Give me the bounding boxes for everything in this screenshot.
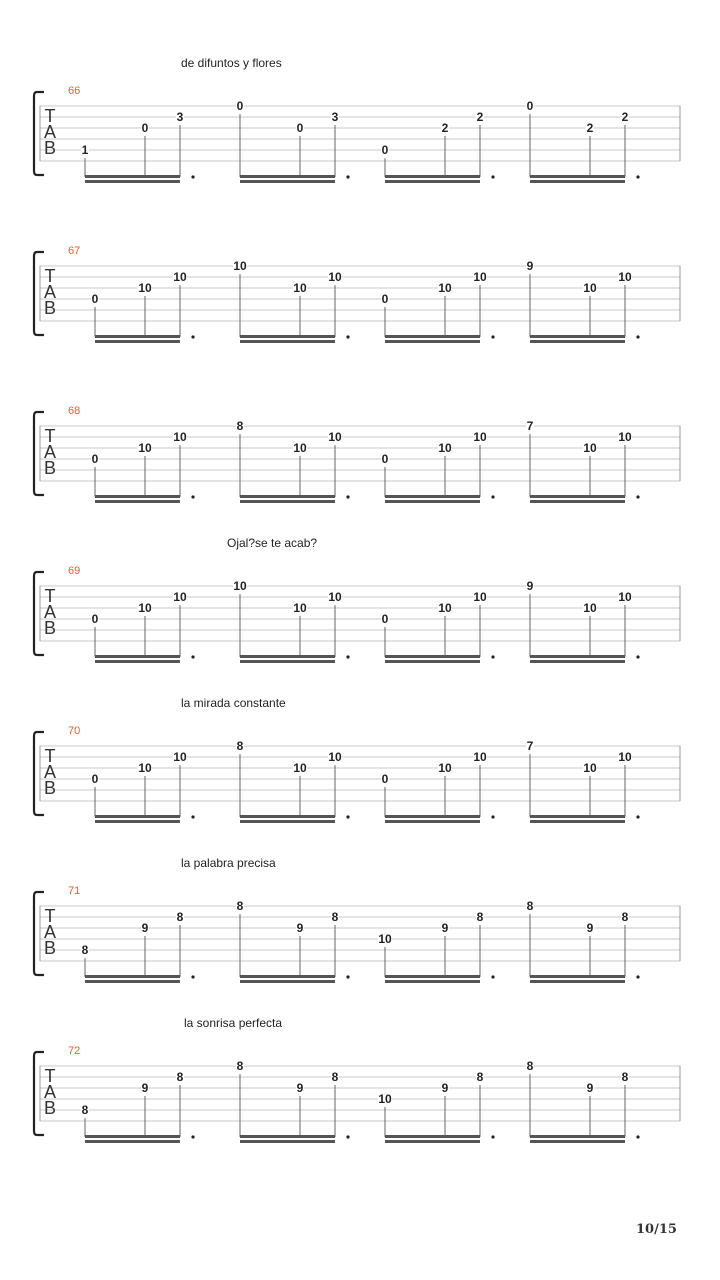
rhythm-dot xyxy=(636,495,639,498)
fret-number: 10 xyxy=(583,601,597,615)
beam-primary xyxy=(530,335,625,338)
rhythm-dot xyxy=(346,975,349,978)
fret-number: 7 xyxy=(526,739,534,753)
fret-number: 8 xyxy=(236,1059,244,1073)
beam-secondary xyxy=(530,500,625,503)
rhythm-dot xyxy=(191,335,194,338)
fret-number: 9 xyxy=(296,1081,304,1095)
lyric-line: Ojal?se te acab? xyxy=(227,536,318,550)
fret-number: 0 xyxy=(381,143,389,157)
beam-primary xyxy=(530,495,625,498)
fret-number: 3 xyxy=(176,110,184,124)
system-bracket xyxy=(34,572,44,655)
beam-secondary xyxy=(85,180,180,183)
fret-number: 8 xyxy=(236,739,244,753)
system-bracket xyxy=(34,732,44,815)
fret-number: 2 xyxy=(621,110,629,124)
beam-secondary xyxy=(85,980,180,983)
fret-number: 0 xyxy=(91,612,99,626)
tab-clef-letter: A xyxy=(43,1082,57,1102)
page-number: 10/15 xyxy=(636,1222,677,1237)
fret-number: 9 xyxy=(141,1081,149,1095)
fret-number: 10 xyxy=(618,750,632,764)
fret-number: 10 xyxy=(473,590,487,604)
system-bracket xyxy=(34,252,44,335)
beam-primary xyxy=(385,1135,480,1138)
fret-number: 9 xyxy=(441,921,449,935)
fret-number: 10 xyxy=(618,270,632,284)
fret-number: 0 xyxy=(381,292,389,306)
beam-primary xyxy=(95,815,180,818)
rhythm-dot xyxy=(636,335,639,338)
rhythm-dot xyxy=(346,815,349,818)
beam-primary xyxy=(240,175,335,178)
rhythm-dot xyxy=(191,655,194,658)
fret-number: 9 xyxy=(526,579,534,593)
beam-primary xyxy=(530,175,625,178)
rhythm-dot xyxy=(636,175,639,178)
beam-secondary xyxy=(95,340,180,343)
rhythm-dot xyxy=(491,975,494,978)
fret-number: 10 xyxy=(618,430,632,444)
beam-secondary xyxy=(530,180,625,183)
rhythm-dot xyxy=(191,1135,194,1138)
beam-primary xyxy=(240,815,335,818)
fret-number: 0 xyxy=(91,772,99,786)
beam-secondary xyxy=(95,820,180,823)
rhythm-dot xyxy=(346,655,349,658)
beam-primary xyxy=(95,655,180,658)
fret-number: 0 xyxy=(381,772,389,786)
tab-clef-letter: B xyxy=(43,138,57,158)
fret-number: 10 xyxy=(438,601,452,615)
system-bracket xyxy=(34,92,44,175)
tab-clef-letter: A xyxy=(43,442,57,462)
system-bracket xyxy=(34,892,44,975)
fret-number: 8 xyxy=(621,1070,629,1084)
beam-primary xyxy=(530,975,625,978)
fret-number: 10 xyxy=(173,270,187,284)
beam-secondary xyxy=(385,980,480,983)
fret-number: 10 xyxy=(583,441,597,455)
measure-number: 66 xyxy=(68,85,81,97)
rhythm-dot xyxy=(491,1135,494,1138)
measure-number: 67 xyxy=(68,245,81,257)
beam-secondary xyxy=(240,180,335,183)
beam-primary xyxy=(95,495,180,498)
tab-clef-letter: B xyxy=(43,458,57,478)
beam-primary xyxy=(240,495,335,498)
fret-number: 10 xyxy=(378,1092,392,1106)
fret-number: 10 xyxy=(293,441,307,455)
fret-number: 8 xyxy=(476,910,484,924)
tab-clef-letter: B xyxy=(43,938,57,958)
fret-number: 10 xyxy=(173,590,187,604)
beam-primary xyxy=(530,655,625,658)
fret-number: 10 xyxy=(293,281,307,295)
lyric-line: la sonrisa perfecta xyxy=(184,1016,283,1030)
beam-secondary xyxy=(240,660,335,663)
beam-primary xyxy=(385,655,480,658)
rhythm-dot xyxy=(346,495,349,498)
beam-secondary xyxy=(385,660,480,663)
system-bracket xyxy=(34,1052,44,1135)
fret-number: 9 xyxy=(526,259,534,273)
beam-secondary xyxy=(240,340,335,343)
beam-secondary xyxy=(530,1140,625,1143)
fret-number: 10 xyxy=(328,750,342,764)
beam-secondary xyxy=(240,1140,335,1143)
beam-primary xyxy=(385,335,480,338)
rhythm-dot xyxy=(491,495,494,498)
beam-primary xyxy=(530,1135,625,1138)
fret-number: 7 xyxy=(526,419,534,433)
beam-secondary xyxy=(95,500,180,503)
beam-primary xyxy=(85,1135,180,1138)
fret-number: 10 xyxy=(173,430,187,444)
tab-clef-letter: T xyxy=(44,106,56,126)
fret-number: 8 xyxy=(331,910,339,924)
measure-number: 70 xyxy=(68,725,81,737)
rhythm-dot xyxy=(191,815,194,818)
fret-number: 9 xyxy=(586,921,594,935)
beam-secondary xyxy=(385,180,480,183)
fret-number: 0 xyxy=(381,612,389,626)
fret-number: 10 xyxy=(473,750,487,764)
fret-number: 3 xyxy=(331,110,339,124)
rhythm-dot xyxy=(491,655,494,658)
rhythm-dot xyxy=(346,335,349,338)
beam-primary xyxy=(385,975,480,978)
measure-number: 68 xyxy=(68,405,81,417)
fret-number: 2 xyxy=(476,110,484,124)
rhythm-dot xyxy=(346,175,349,178)
fret-number: 2 xyxy=(441,121,449,135)
fret-number: 0 xyxy=(526,99,534,113)
fret-number: 10 xyxy=(328,430,342,444)
fret-number: 10 xyxy=(138,761,152,775)
fret-number: 0 xyxy=(141,121,149,135)
lyric-line: la mirada constante xyxy=(181,696,286,710)
fret-number: 8 xyxy=(81,943,89,957)
fret-number: 2 xyxy=(586,121,594,135)
fret-number: 10 xyxy=(328,590,342,604)
rhythm-dot xyxy=(191,975,194,978)
beam-secondary xyxy=(385,1140,480,1143)
beam-secondary xyxy=(530,980,625,983)
tab-clef-letter: A xyxy=(43,762,57,782)
fret-number: 8 xyxy=(526,899,534,913)
rhythm-dot xyxy=(636,815,639,818)
tab-clef-letter: T xyxy=(44,586,56,606)
beam-secondary xyxy=(95,660,180,663)
fret-number: 10 xyxy=(378,932,392,946)
fret-number: 8 xyxy=(526,1059,534,1073)
tab-clef-letter: B xyxy=(43,778,57,798)
fret-number: 8 xyxy=(621,910,629,924)
rhythm-dot xyxy=(346,1135,349,1138)
fret-number: 8 xyxy=(476,1070,484,1084)
beam-primary xyxy=(385,175,480,178)
rhythm-dot xyxy=(636,655,639,658)
beam-primary xyxy=(85,975,180,978)
beam-primary xyxy=(95,335,180,338)
fret-number: 9 xyxy=(141,921,149,935)
fret-number: 10 xyxy=(233,259,247,273)
beam-secondary xyxy=(240,980,335,983)
fret-number: 10 xyxy=(233,579,247,593)
tab-clef-letter: T xyxy=(44,1066,56,1086)
fret-number: 8 xyxy=(236,899,244,913)
tab-clef-letter: A xyxy=(43,282,57,302)
fret-number: 0 xyxy=(296,121,304,135)
fret-number: 0 xyxy=(381,452,389,466)
fret-number: 10 xyxy=(138,601,152,615)
beam-primary xyxy=(240,335,335,338)
fret-number: 10 xyxy=(473,270,487,284)
fret-number: 10 xyxy=(138,281,152,295)
beam-primary xyxy=(385,495,480,498)
fret-number: 10 xyxy=(138,441,152,455)
beam-secondary xyxy=(85,1140,180,1143)
tab-clef-letter: B xyxy=(43,298,57,318)
beam-secondary xyxy=(530,340,625,343)
rhythm-dot xyxy=(636,975,639,978)
tab-clef-letter: A xyxy=(43,602,57,622)
fret-number: 9 xyxy=(586,1081,594,1095)
tab-clef-letter: A xyxy=(43,922,57,942)
beam-secondary xyxy=(385,340,480,343)
beam-primary xyxy=(530,815,625,818)
fret-number: 10 xyxy=(438,281,452,295)
tab-clef-letter: T xyxy=(44,746,56,766)
fret-number: 0 xyxy=(91,452,99,466)
fret-number: 10 xyxy=(438,441,452,455)
tab-clef-letter: T xyxy=(44,266,56,286)
tab-clef-letter: B xyxy=(43,1098,57,1118)
rhythm-dot xyxy=(636,1135,639,1138)
fret-number: 10 xyxy=(293,761,307,775)
fret-number: 10 xyxy=(583,281,597,295)
beam-primary xyxy=(240,655,335,658)
lyric-line: de difuntos y flores xyxy=(181,56,282,70)
beam-primary xyxy=(385,815,480,818)
rhythm-dot xyxy=(191,175,194,178)
beam-primary xyxy=(240,975,335,978)
system-bracket xyxy=(34,412,44,495)
fret-number: 10 xyxy=(173,750,187,764)
fret-number: 8 xyxy=(176,1070,184,1084)
measure-number: 71 xyxy=(68,885,81,897)
lyric-line: la palabra precisa xyxy=(181,856,276,870)
fret-number: 10 xyxy=(618,590,632,604)
fret-number: 9 xyxy=(296,921,304,935)
fret-number: 10 xyxy=(473,430,487,444)
fret-number: 10 xyxy=(328,270,342,284)
fret-number: 8 xyxy=(176,910,184,924)
fret-number: 9 xyxy=(441,1081,449,1095)
beam-secondary xyxy=(530,820,625,823)
measure-number: 69 xyxy=(68,565,81,577)
rhythm-dot xyxy=(191,495,194,498)
beam-secondary xyxy=(385,820,480,823)
rhythm-dot xyxy=(491,175,494,178)
fret-number: 10 xyxy=(583,761,597,775)
beam-secondary xyxy=(240,820,335,823)
beam-secondary xyxy=(530,660,625,663)
fret-number: 8 xyxy=(81,1103,89,1117)
beam-secondary xyxy=(385,500,480,503)
measure-number: 72 xyxy=(68,1045,81,1057)
fret-number: 10 xyxy=(438,761,452,775)
rhythm-dot xyxy=(491,815,494,818)
fret-number: 1 xyxy=(81,143,89,157)
tab-clef-letter: T xyxy=(44,426,56,446)
tab-clef-letter: T xyxy=(44,906,56,926)
tab-clef-letter: B xyxy=(43,618,57,638)
beam-secondary xyxy=(240,500,335,503)
beam-primary xyxy=(85,175,180,178)
fret-number: 0 xyxy=(236,99,244,113)
fret-number: 10 xyxy=(293,601,307,615)
tab-clef-letter: A xyxy=(43,122,57,142)
fret-number: 8 xyxy=(331,1070,339,1084)
fret-number: 8 xyxy=(236,419,244,433)
rhythm-dot xyxy=(491,335,494,338)
fret-number: 0 xyxy=(91,292,99,306)
beam-primary xyxy=(240,1135,335,1138)
